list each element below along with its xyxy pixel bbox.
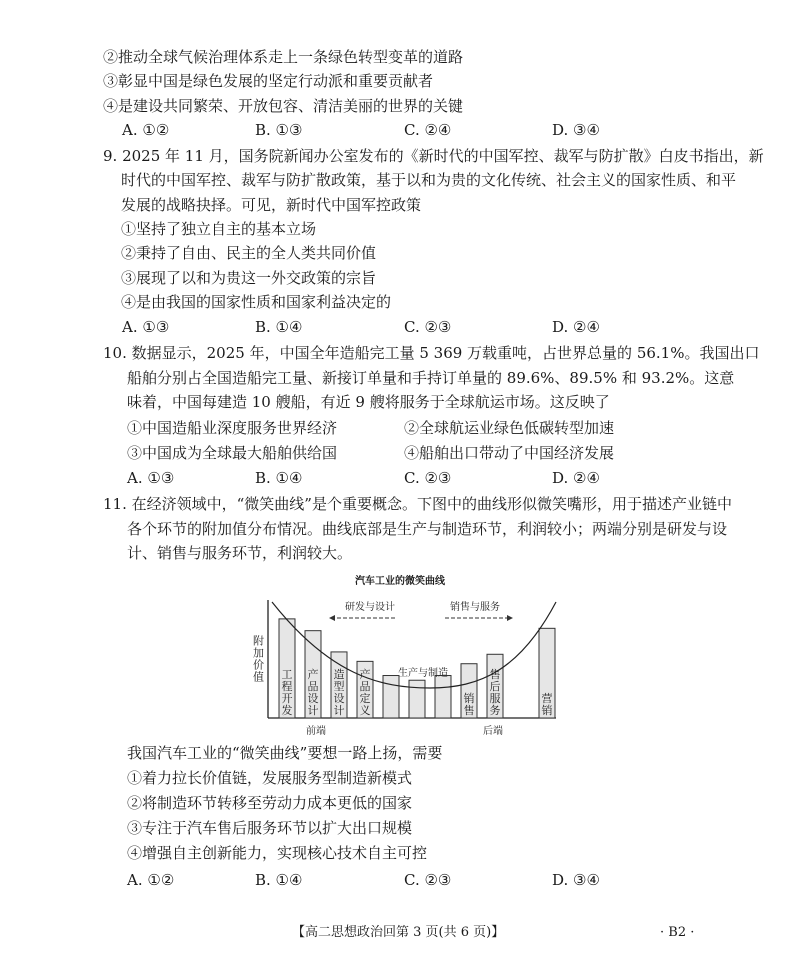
option-c: C. ②③ xyxy=(404,871,452,889)
q10-options xyxy=(0,468,800,488)
smile-curve-chart xyxy=(0,590,800,740)
option-a: A. ①③ xyxy=(122,318,170,336)
q9-stem-line-1: 9. 2025 年 11 月，国务院新闻办公室发布的《新时代的中国军控、裁军与防扩散》白皮书指出，新 xyxy=(103,147,764,165)
q9-stem-line-2: 时代的中国军控、裁军与防扩散政策，基于以和为贵的文化传统、社会主义的国家性质、和平 xyxy=(121,171,737,189)
bar-label-1: 产品设计 xyxy=(307,668,319,717)
chart-title: 汽车工业的微笑曲线 xyxy=(355,576,445,587)
q11-item-1: ①着力拉长价值链，发展服务型制造新模式 xyxy=(127,769,413,787)
bar-label-0: 工程开发 xyxy=(281,668,293,717)
q10-item-1: ①中国造船业深度服务世界经济 xyxy=(127,419,338,437)
q10-items-row-1 xyxy=(0,418,800,438)
q11-question: 我国汽车工业的“微笑曲线”要想一路上扬，需要 xyxy=(127,744,443,762)
option-c: C. ②③ xyxy=(404,318,452,336)
front-end-label: 前端 xyxy=(306,726,326,737)
bar-label-8: 售后服务 xyxy=(489,668,501,717)
option-a: A. ①② xyxy=(122,121,170,139)
left-arrow-label: 研发与设计 xyxy=(345,602,395,613)
q8-item-3: ③彰显中国是绿色发展的坚定行动派和重要贡献者 xyxy=(103,72,434,90)
q9-item-4: ④是由我国的国家性质和国家利益决定的 xyxy=(121,293,392,311)
option-b: B. ①④ xyxy=(255,318,303,336)
q10-item-4: ④船舶出口带动了中国经济发展 xyxy=(404,444,615,462)
option-b: B. ①③ xyxy=(255,121,303,139)
q11-stem-line-1: 11. 在经济领域中，“微笑曲线”是个重要概念。下图中的曲线形似微笑嘴形，用于描述产业链中 xyxy=(103,495,732,513)
option-b: B. ①④ xyxy=(255,469,303,487)
option-c: C. ②④ xyxy=(404,121,452,139)
q11-item-4: ④增强自主创新能力，实现核心技术自主可控 xyxy=(127,844,428,862)
option-d: D. ②④ xyxy=(552,469,600,487)
curve-bottom-label: 生产与制造 xyxy=(398,668,448,679)
option-c: C. ②③ xyxy=(404,469,452,487)
option-d: D. ③④ xyxy=(552,121,600,139)
q9-item-2: ②秉持了自由、民主的全人类共同价值 xyxy=(121,244,377,262)
bar-label-7: 销售 xyxy=(463,692,475,717)
bar-4 xyxy=(383,676,399,718)
page-code: · B2 · xyxy=(660,925,695,940)
q11-item-3: ③专注于汽车售后服务环节以扩大出口规模 xyxy=(127,819,413,837)
option-b: B. ①④ xyxy=(255,871,303,889)
q10-stem-line-2: 船舶分别占全国造船完工量、新接订单量和手持订单量的 89.6%、89.5% 和 93.2%。这意 xyxy=(127,369,735,387)
q10-stem-line-3: 味着，中国每建造 10 艘船，有近 9 艘将服务于全球航运市场。这反映了 xyxy=(127,393,610,411)
option-a: A. ①③ xyxy=(127,469,175,487)
bar-5 xyxy=(409,680,425,718)
bar-6 xyxy=(435,676,451,718)
q9-options xyxy=(0,317,800,337)
q8-item-4: ④是建设共同繁荣、开放包容、清洁美丽的世界的关键 xyxy=(103,97,464,115)
q8-options xyxy=(0,120,800,140)
q10-stem-line-1: 10. 数据显示，2025 年，中国全年造船完工量 5 369 万载重吨，占世界总量的 56.1%。我国出口 xyxy=(103,344,760,362)
option-d: D. ②④ xyxy=(552,318,600,336)
bar-label-3: 产品定义 xyxy=(359,668,371,717)
q11-options xyxy=(0,870,800,890)
back-end-label: 后端 xyxy=(483,726,503,737)
q11-stem-line-3: 计、销售与服务环节，利润较大。 xyxy=(127,544,353,562)
q9-stem-line-3: 发展的战略抉择。可见，新时代中国军控政策 xyxy=(121,196,422,214)
q9-item-3: ③展现了以和为贵这一外交政策的宗旨 xyxy=(121,269,377,287)
bar-label-2: 造型设计 xyxy=(333,668,345,717)
page-footer: 【高二思想政治回第 3 页(共 6 页)】 xyxy=(292,925,505,940)
option-d: D. ③④ xyxy=(552,871,600,889)
q10-items-row-2 xyxy=(0,443,800,463)
bar-label-10: 营销 xyxy=(541,692,553,717)
q11-stem-line-2: 各个环节的附加值分布情况。曲线底部是生产与制造环节，利润较小；两端分别是研发与设 xyxy=(127,520,728,538)
q9-item-1: ①坚持了独立自主的基本立场 xyxy=(121,220,317,238)
q8-item-2: ②推动全球气候治理体系走上一条绿色转型变革的道路 xyxy=(103,48,464,66)
q10-item-3: ③中国成为全球最大船舶供给国 xyxy=(127,444,338,462)
y-axis-label: 附加价值 xyxy=(251,635,265,683)
right-arrow-label: 销售与服务 xyxy=(450,602,500,613)
option-a: A. ①② xyxy=(127,871,175,889)
q11-item-2: ②将制造环节转移至劳动力成本更低的国家 xyxy=(127,794,413,812)
q10-item-2: ②全球航运业绿色低碳转型加速 xyxy=(404,419,615,437)
